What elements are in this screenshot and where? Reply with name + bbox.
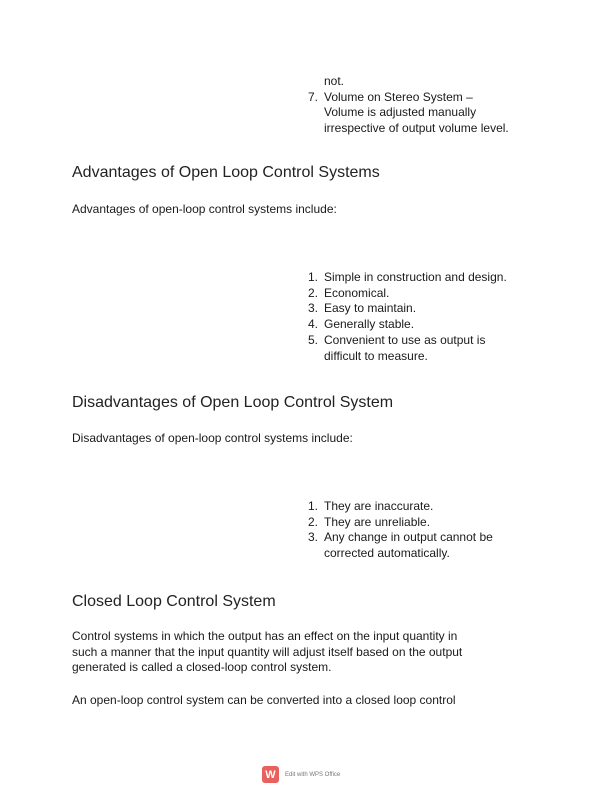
disadvantages-list bbox=[300, 499, 550, 562]
disadvantages-heading: Disadvantages of Open Loop Control System bbox=[72, 394, 394, 411]
list-item: 1. They are inaccurate. bbox=[307, 499, 434, 513]
wps-logo-icon: W bbox=[262, 766, 279, 783]
list-item: 3. Easy to maintain. bbox=[307, 301, 417, 316]
list-item: 4. Generally stable. bbox=[307, 317, 415, 332]
list-item: 3. Any change in output cannot be corrected automatically. bbox=[307, 530, 493, 561]
disadvantages-intro: Disadvantages of open-loop control systems include: bbox=[72, 431, 353, 445]
wps-edit-link[interactable] bbox=[262, 766, 340, 783]
list-item: 5. Convenient to use as output is difficult to measure. bbox=[307, 332, 486, 363]
advantages-intro: Advantages of open-loop control systems include: bbox=[72, 202, 337, 216]
list-item: 2. Economical. bbox=[307, 285, 390, 300]
closed-loop-paragraph: Control systems in which the output has an effect on the input quantity in such a manner that the input quantity will adjust itself based on the output generated is called a closed-loop control system. bbox=[72, 629, 463, 675]
advantages-list bbox=[300, 270, 550, 364]
list-item: 7. Volume on Stereo System – Volume is adjusted manually irrespective of output volume level. bbox=[307, 89, 509, 136]
continued-list bbox=[300, 90, 550, 137]
list-item: 2. They are unreliable. bbox=[307, 514, 431, 529]
closed-loop-paragraph-2: An open-loop control system can be converted into a closed loop control bbox=[72, 693, 456, 707]
wps-edit-label: Edit with WPS Office bbox=[285, 771, 341, 778]
advantages-heading: Advantages of Open Loop Control Systems bbox=[72, 164, 380, 181]
continued-text: not. bbox=[324, 74, 345, 88]
closed-loop-heading: Closed Loop Control System bbox=[72, 593, 276, 610]
list-item: 1. Simple in construction and design. bbox=[307, 270, 507, 284]
